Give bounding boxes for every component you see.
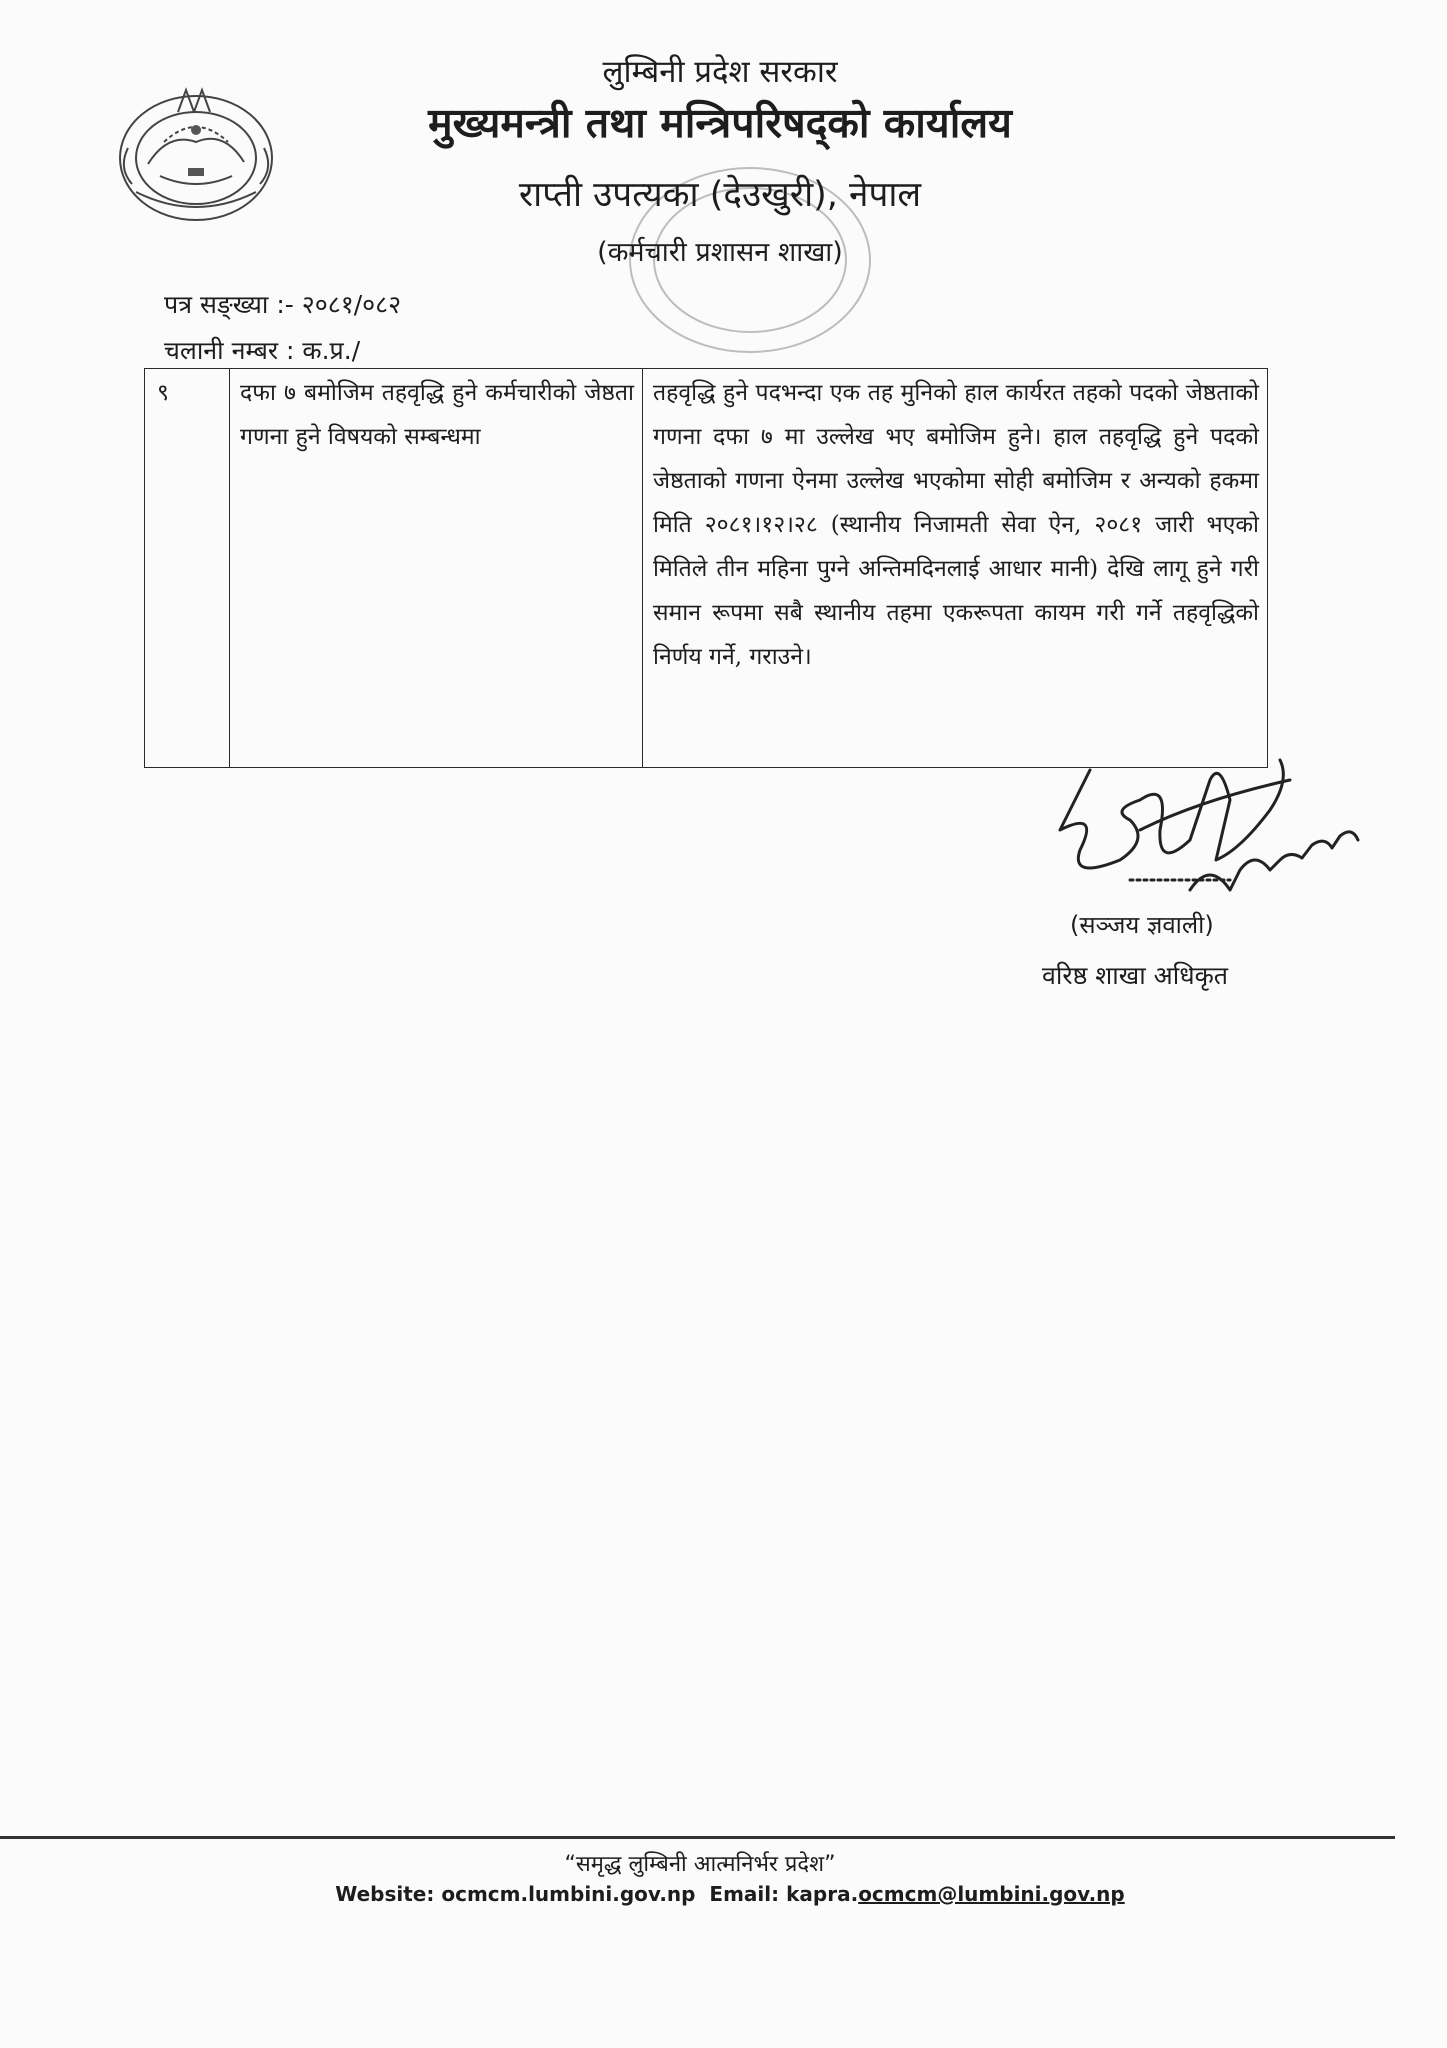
website-label: Website: [335, 1882, 435, 1906]
decision-table [144, 368, 1268, 768]
letter-number: पत्र सङ्ख्या :- २०८१/०८२ [164, 290, 402, 319]
email-prefix: kapra. [786, 1882, 859, 1906]
footer-contact [250, 1882, 1210, 1906]
office-name: मुख्यमन्त्री तथा मन्त्रिपरिषद्को कार्यालय [428, 99, 1012, 147]
row-number: ९ [145, 369, 230, 768]
branch-name: (कर्मचारी प्रशासन शाखा) [597, 237, 843, 268]
email-link[interactable] [786, 1882, 1125, 1906]
footer-slogan: “समृद्ध लुम्बिनी आत्मनिर्भर प्रदेश” [564, 1852, 836, 1877]
email-address: ocmcm@lumbini.gov.np [858, 1882, 1125, 1906]
signatory-name: (सञ्जय ज्ञवाली) [1070, 911, 1214, 939]
office-location: राप्ती उपत्यका (देउखुरी), नेपाल [518, 175, 922, 215]
signatory-title: वरिष्ठ शाखा अधिकृत [1042, 961, 1229, 990]
email-label: Email: [709, 1882, 780, 1906]
row-decision: तहवृद्धि हुने पदभन्दा एक तह मुनिको हाल कार्यरत तहको पदको जेष्ठताको गणना दफा ७ मा उल्लेख भए बमोजिम हुने। हाल तहवृद्धि हुने पदको जेष्ठताको गणना ऐनमा उल्लेख भएकोमा सोही बमोजिम र अन्यको हकमा मिति २०८१।१२।२८ (स्थानीय निजामती सेवा ऐन, २०८१ जारी भएको मितिले तीन महिना पुग्ने अन्तिमदिनलाई आधार मानी) देखि लागू हुने गरी समान रूपमा सबै स्थानीय तहमा एकरूपता कायम गरी गर्ने तहवृद्धिको निर्णय गर्ने, गराउने। [643, 369, 1268, 768]
footer-divider [0, 1836, 1395, 1839]
government-name: लुम्बिनी प्रदेश सरकार [602, 54, 838, 90]
table-row [145, 369, 1268, 768]
row-subject: दफा ७ बमोजिम तहवृद्धि हुने कर्मचारीको जेष्ठता गणना हुने विषयको सम्बन्धमा [230, 369, 643, 768]
nepal-emblem-icon [108, 72, 284, 232]
website-link[interactable]: ocmcm.lumbini.gov.np [441, 1882, 696, 1906]
dispatch-number: चलानी नम्बर : क.प्र./ [164, 336, 361, 365]
